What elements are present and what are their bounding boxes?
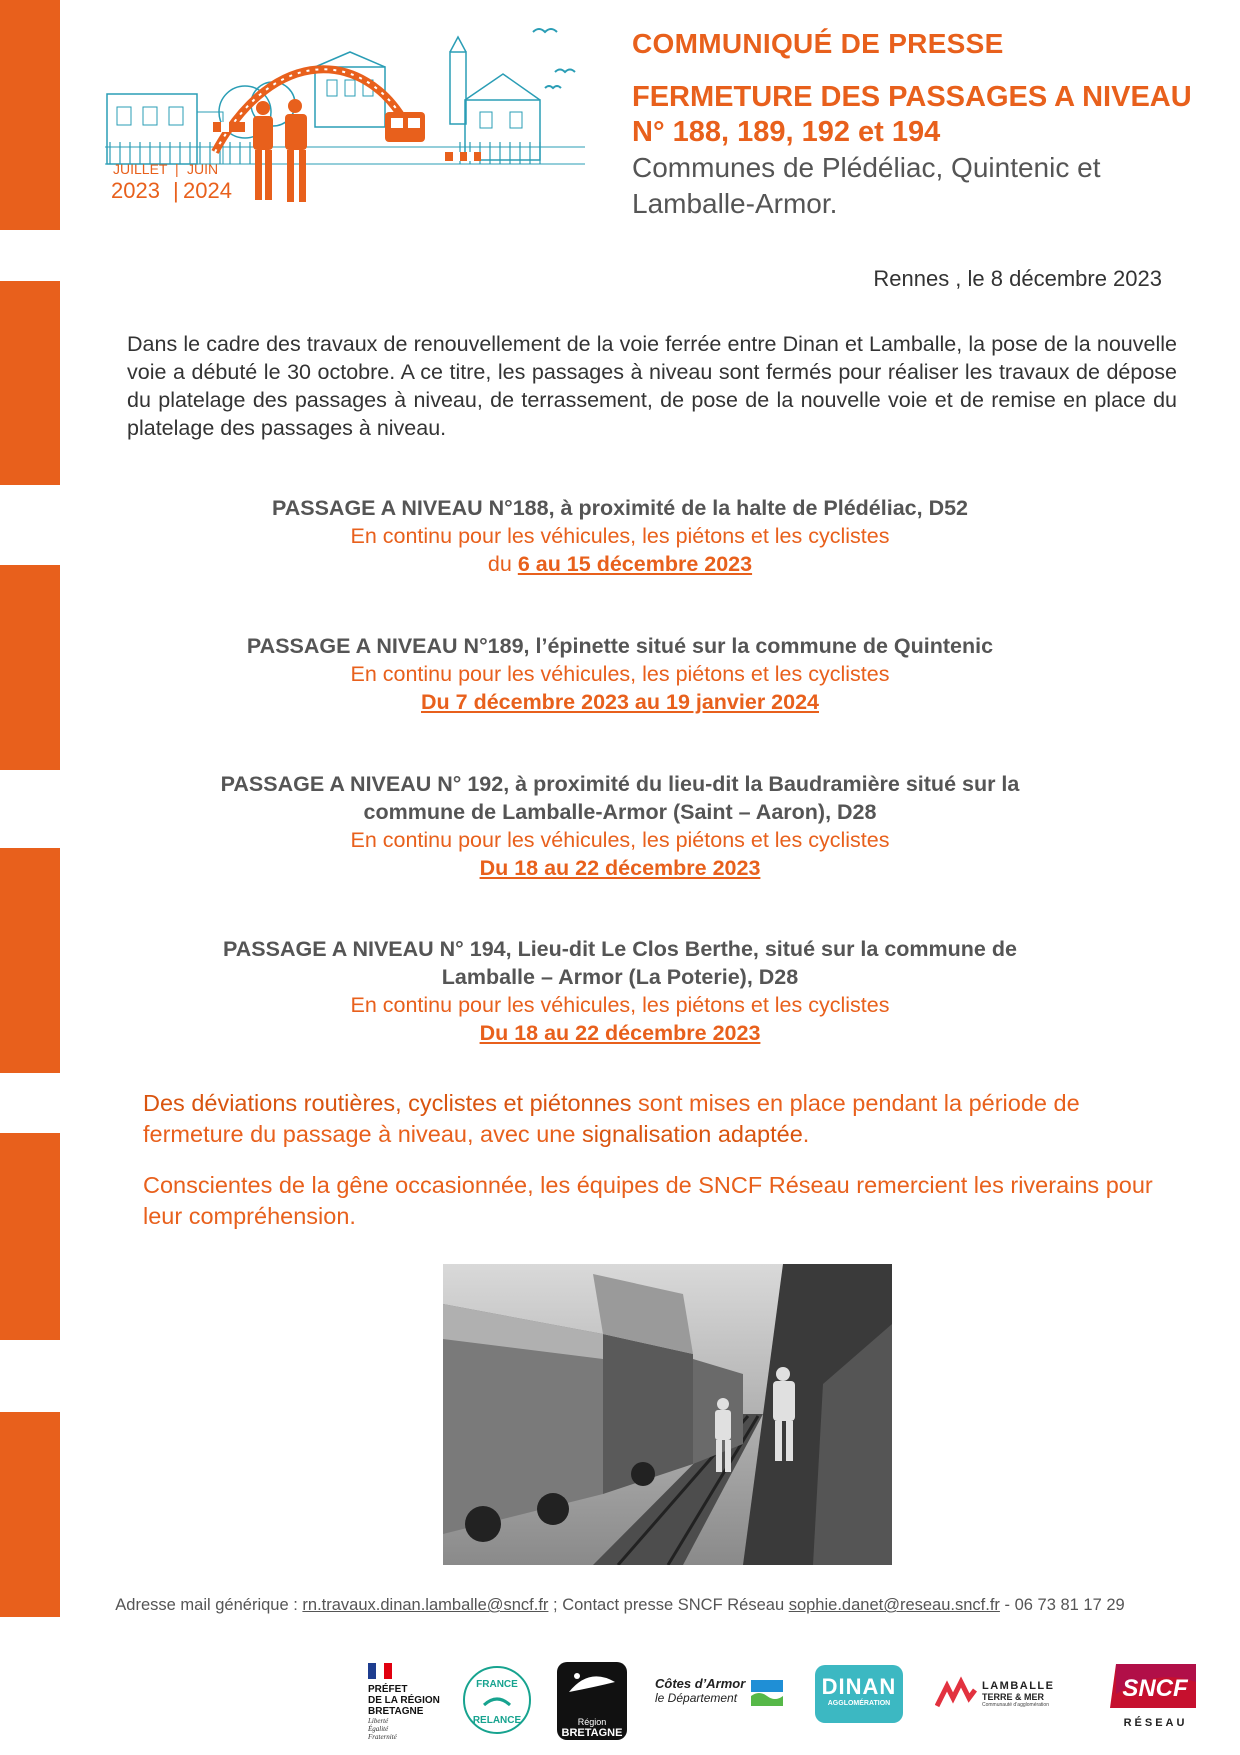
crossing-heading: PASSAGE A NIVEAU N° 192, à proximité du lieu-dit la Baudramière situé sur la — [220, 772, 1020, 796]
prefet-line3: BRETAGNE — [368, 1706, 424, 1717]
crossing-dates-line — [140, 550, 1100, 578]
region-bretagne-logo — [557, 1662, 627, 1740]
crossing-access: En continu pour les véhicules, les piétons et les cyclistes — [350, 993, 890, 1017]
illustration-year-end: 2024 — [183, 178, 232, 203]
lamballe-line1: LAMBALLE — [982, 1680, 1055, 1692]
sidebar-bar-2 — [0, 281, 60, 485]
sidebar-bar-6 — [0, 1412, 60, 1617]
prefet-motto1: Liberté — [368, 1717, 389, 1725]
lamballe-line2: TERRE & MER — [982, 1692, 1045, 1702]
header-illustration — [105, 12, 595, 234]
press-release-title: COMMUNIQUÉ DE PRESSE — [632, 28, 1004, 59]
closure-title-line1: FERMETURE DES PASSAGES A NIVEAU — [632, 81, 1192, 113]
france-relance-top: FRANCE — [476, 1679, 518, 1690]
cotes-armor-logo — [655, 1676, 785, 1720]
sncf-big: SNCF — [1122, 1675, 1188, 1702]
crossing-section-194 — [140, 935, 1100, 1047]
crossing-heading: PASSAGE A NIVEAU N°188, à proximité de la halte de Plédéliac, D52 — [271, 496, 969, 520]
lamballe-terre-mer-logo — [935, 1674, 1065, 1718]
prefet-motto3: Fraternité — [368, 1733, 397, 1741]
cotes-line2: le Département — [655, 1691, 738, 1705]
region-small: Région — [577, 1717, 607, 1727]
crossing-dates: 6 au 15 décembre 2023 — [517, 552, 753, 576]
closing-text-end: . — [802, 1121, 810, 1147]
closing-strong-signalisation: signalisation adaptée — [581, 1121, 803, 1147]
sidebar-bar-3 — [0, 565, 60, 770]
crossing-access: En continu pour les véhicules, les piétons et les cyclistes — [350, 524, 890, 548]
footer-contact-label: ; Contact presse SNCF Réseau — [548, 1596, 789, 1614]
crossing-section-189 — [140, 632, 1100, 716]
illustration-year-start: 2023 — [111, 178, 160, 203]
railway-works-illustration — [105, 12, 595, 234]
crossing-heading-line2: Lamballe – Armor (La Poterie), D28 — [441, 965, 799, 989]
lamballe-waves-icon — [935, 1676, 977, 1712]
lamballe-line3: Communauté d’agglomération — [982, 1702, 1049, 1708]
worksite-photo-graphic — [443, 1264, 892, 1565]
crossing-dates: Du 18 au 22 décembre 2023 — [479, 1021, 761, 1045]
sncf-logo-icon — [1108, 1660, 1203, 1712]
illustration-month-start: JUILLET — [113, 161, 168, 177]
dinan-big: DINAN — [821, 1674, 897, 1699]
crossing-dates: Du 7 décembre 2023 au 19 janvier 2024 — [421, 690, 819, 714]
closing-paragraph-thanks: Conscientes de la gêne occasionnée, les équipes de SNCF Réseau remercient les riverains pour leur compréhension. — [143, 1172, 1153, 1229]
closure-title — [632, 80, 1202, 150]
region-big: BRETAGNE — [561, 1727, 623, 1739]
closure-title-line2: N° 188, 189, 192 et 194 — [632, 116, 941, 148]
prefet-line1: PRÉFET — [368, 1684, 408, 1695]
dinan-agglomeration-logo — [815, 1665, 903, 1723]
closing-text: sont mises en place pendant la période de fermeture du passage à niveau, avec une — [143, 1090, 1080, 1147]
sncf-small: RÉSEAU — [1123, 1717, 1188, 1729]
closing-paragraph-deviations — [143, 1088, 1163, 1150]
footer-mail-label: Adresse mail générique : — [115, 1596, 303, 1614]
sncf-reseau-logo — [1108, 1660, 1203, 1734]
france-relance-bottom: RELANCE — [472, 1715, 522, 1726]
crossing-heading: PASSAGE A NIVEAU N°189, l’épinette situé sur la commune de Quintenic — [246, 634, 994, 658]
crossing-access: En continu pour les véhicules, les piétons et les cyclistes — [350, 828, 890, 852]
illustration-month-end: JUIN — [187, 161, 219, 177]
sidebar-bar-4 — [0, 848, 60, 1073]
closing-strong-deviations: Des déviations routières, cyclistes et piétonnes — [143, 1090, 632, 1116]
cotes-line1: Côtes d’Armor — [655, 1676, 746, 1691]
prefet-line2: DE LA RÉGION — [368, 1695, 440, 1706]
svg-text:|: | — [173, 178, 179, 203]
region-bretagne-emblem-icon — [557, 1662, 627, 1712]
sidebar-bar-5 — [0, 1133, 60, 1340]
footer-phone: - 06 73 81 17 29 — [999, 1596, 1125, 1614]
crossing-heading-line2: commune de Lamballe-Armor (Saint – Aaron), D28 — [363, 800, 877, 824]
communes-subtitle — [632, 150, 1192, 222]
crossing-dates-prefix: du — [487, 552, 518, 576]
crossing-heading: PASSAGE A NIVEAU N° 194, Lieu-dit Le Clos Berthe, situé sur la commune de — [223, 937, 1017, 961]
worksite-photo — [443, 1264, 892, 1565]
prefet-bretagne-logo — [368, 1663, 448, 1743]
prefet-motto2: Égalité — [368, 1725, 389, 1733]
crossing-access: En continu pour les véhicules, les piétons et les cyclistes — [350, 662, 890, 686]
crossing-section-192 — [140, 770, 1100, 882]
footer-contact — [0, 1596, 1240, 1615]
communes-line2: Lamballe-Armor. — [632, 188, 838, 219]
sidebar-bar-1 — [0, 0, 60, 230]
crossing-section-188 — [140, 494, 1100, 578]
communes-line1: Communes de Plédéliac, Quintenic et — [632, 152, 1101, 183]
crossing-dates: Du 18 au 22 décembre 2023 — [479, 856, 761, 880]
cotes-armor-wave-icon — [751, 1680, 783, 1706]
svg-text:|: | — [175, 161, 179, 177]
footer-contact-mail-link[interactable]: sophie.danet@reseau.sncf.fr — [788, 1596, 1000, 1614]
footer-mail-link[interactable]: rn.travaux.dinan.lamballe@sncf.fr — [302, 1596, 549, 1614]
france-relance-logo — [462, 1665, 532, 1735]
marianne-flag-icon — [368, 1663, 392, 1679]
dinan-small: AGGLOMÉRATION — [827, 1700, 891, 1707]
intro-paragraph: Dans le cadre des travaux de renouvellement de la voie ferrée entre Dinan et Lamballe, la pose de la nouvelle voie a débuté le 30 octobre. A ce titre, les passages à niveau sont fermés pour réaliser les travaux de dépose du platelage des passages à niveau, de terrassement, de pose de la nouvelle voie et de remise en place du platelage des passages à niveau. — [127, 332, 1177, 440]
date-line: Rennes , le 8 décembre 2023 — [873, 266, 1162, 291]
